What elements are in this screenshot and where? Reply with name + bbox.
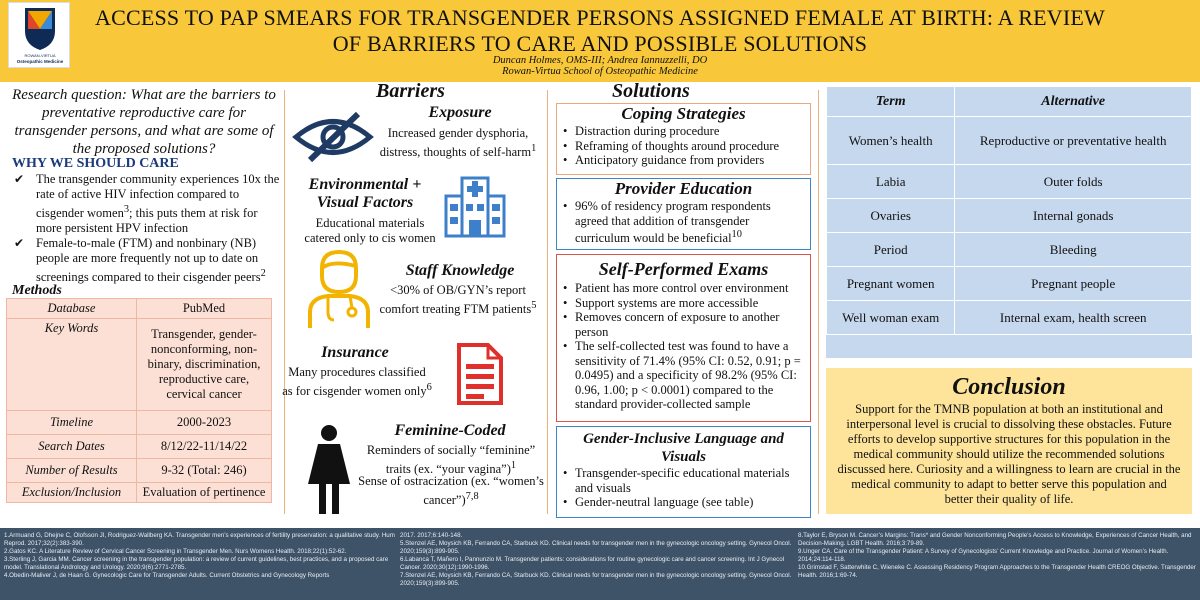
coping-box bbox=[556, 103, 811, 175]
citation: 10 bbox=[731, 229, 742, 240]
school-logo bbox=[8, 2, 70, 68]
column-divider bbox=[818, 90, 819, 514]
why-item-text: Female-to-male (FTM) and nonbinary (NB) people are more frequently not up to date on screenings compared to their cisgender peers bbox=[36, 236, 261, 285]
solutions-heading: Solutions bbox=[612, 80, 690, 102]
language-box bbox=[556, 426, 811, 518]
column-divider bbox=[284, 90, 285, 514]
table-row bbox=[7, 483, 272, 503]
term-cell: Period bbox=[827, 233, 955, 267]
citation: 2 bbox=[260, 268, 266, 280]
term-cell: Pregnant women bbox=[827, 267, 955, 301]
education-title: Provider Education bbox=[614, 179, 753, 198]
list-item: • Patient has more control over environment bbox=[563, 281, 806, 296]
why-heading: WHY WE SHOULD CARE bbox=[12, 156, 179, 171]
staff-title: Staff Knowledge bbox=[405, 262, 515, 279]
self-exam-title: Self-Performed Exams bbox=[598, 259, 769, 279]
table-row bbox=[7, 411, 272, 435]
alternative-header: Alternative bbox=[955, 87, 1192, 117]
feminine-text-1 bbox=[356, 443, 546, 477]
why-item-tail: ; this puts them at risk for more persistent HPV infection bbox=[36, 206, 258, 236]
check-icon: ✔ bbox=[14, 172, 25, 186]
insurance-title: Insurance bbox=[321, 344, 389, 361]
citation: 1 bbox=[510, 460, 517, 471]
citation: 3 bbox=[123, 204, 130, 215]
exposure-title: Exposure bbox=[428, 104, 492, 121]
alternative-cell: Internal gonads bbox=[955, 199, 1192, 233]
citation: 1 bbox=[531, 143, 537, 154]
title-line-2: OF BARRIERS TO CARE AND POSSIBLE SOLUTIONS bbox=[332, 31, 868, 56]
title-line-1: ACCESS TO PAP SMEARS FOR TRANSGENDER PERSONS ASSIGNED FEMALE AT BIRTH: A REVIEW bbox=[95, 5, 1105, 30]
insurance-text bbox=[282, 365, 432, 399]
education-item: 96% of residency program respondents agreed that addition of transgender curriculum would be beneficial bbox=[575, 199, 771, 246]
methods-key: Timeline bbox=[7, 411, 137, 435]
feminine-body-2: Sense of ostracization (ex. “women’s cancer”) bbox=[358, 474, 544, 508]
references-text: 1.Armuand G, Dhejne C, Olofsson JI, Rodriguez-Wallberg KA. Transgender men’s experiences of fertility preservation: a qualitative study. Hum Reprod. 2017;32(2):383-390. 2.Gatos KC. A Literature Review of Cervical Cancer Screening in Transgender Men. Nurs Womens Health. 2018;22(1):52-62. 3.Sterling J, Garcia MM. Cancer screening in the transgender population: a review of current guidelines, best practices, and a proposed care model. Translational Andrology and Urology. 2020;9(6):2771-2785. 4.Obedin-Maliver J, de Haan G. Gynecologic Care for Transgender Adults. Current Obstetrics and Gynecology Reports bbox=[4, 532, 395, 579]
methods-value: Evaluation of pertinence bbox=[137, 483, 272, 503]
eye-slash-icon bbox=[292, 112, 374, 162]
table-row bbox=[827, 117, 1192, 165]
alternative-cell: Reproductive or preventative health bbox=[955, 117, 1192, 165]
citation: 7,8 bbox=[465, 491, 479, 502]
coping-title: Coping Strategies bbox=[621, 104, 746, 123]
methods-key: Search Dates bbox=[7, 435, 137, 459]
citation: 6 bbox=[426, 382, 432, 393]
why-item bbox=[12, 172, 280, 236]
alternative-cell: Bleeding bbox=[955, 233, 1192, 267]
methods-key: Exclusion/Inclusion bbox=[7, 483, 137, 503]
language-list bbox=[557, 466, 810, 510]
table-row bbox=[827, 233, 1192, 267]
alternative-cell: Internal exam, health screen bbox=[955, 301, 1192, 335]
conclusion-text: Support for the TMNB population at both an institutional and interpersonal level is crucial to dissolving these obstacles. Future efforts to develop supportive structures for this population in the medical community should utilize the recommended solutions discussed here. Curiosity and a willingness to learn are crucial in the medical community to adapt to better serve this population and better their quality of life. bbox=[837, 402, 1181, 506]
alternative-cell: Pregnant people bbox=[955, 267, 1192, 301]
poster-title bbox=[80, 5, 1120, 57]
references-column-1 bbox=[4, 532, 396, 580]
table-row bbox=[7, 319, 272, 411]
column-divider bbox=[547, 90, 548, 514]
list-item: • The self-collected test was found to have a sensitivity of 71.4% (95% CI: 0.52, 0.91; p = 0.0495) and a specificity of 98.2% (95% CI: 0.96, 1.00; p < 0.0001) compared to the standard provider-collected sample bbox=[563, 339, 806, 412]
list-item: • Gender-neutral language (see table) bbox=[563, 495, 806, 510]
list-item bbox=[563, 199, 806, 246]
check-icon: ✔ bbox=[14, 236, 25, 251]
exposure-body: Increased gender dysphoria, distress, thoughts of self-harm bbox=[379, 126, 532, 160]
methods-heading: Methods bbox=[12, 283, 62, 298]
environmental-text: Educational materials catered only to cis women bbox=[304, 216, 436, 245]
methods-value: 8/12/22-11/14/22 bbox=[137, 435, 272, 459]
feminine-body-1: Reminders of socially “feminine” traits (ex. “your vagina”) bbox=[366, 443, 536, 477]
barriers-heading: Barriers bbox=[376, 80, 445, 102]
term-cell: Ovaries bbox=[827, 199, 955, 233]
why-list bbox=[12, 172, 280, 285]
self-exam-list bbox=[557, 281, 810, 412]
methods-key: Key Words bbox=[7, 319, 137, 411]
conclusion-box bbox=[826, 368, 1192, 514]
hospital-icon bbox=[444, 168, 506, 238]
environmental-title bbox=[290, 176, 440, 212]
research-question: Research question: What are the barriers to preventative reproductive care for transgender persons, and what are some of the proposed solutions? bbox=[12, 87, 276, 157]
list-item: • Distraction during procedure bbox=[563, 124, 806, 139]
why-item-text: The transgender community experiences 10x the rate of active HIV infection compared to cisgender women bbox=[36, 172, 280, 221]
poster-header bbox=[0, 0, 1200, 82]
table-row bbox=[827, 267, 1192, 301]
methods-value: PubMed bbox=[137, 299, 272, 319]
authors-block bbox=[80, 55, 1120, 77]
exposure-text bbox=[378, 126, 538, 160]
logo-line-1: ROWAN-VIRTUA bbox=[24, 53, 56, 58]
term-cell: Well woman exam bbox=[827, 301, 955, 335]
alternative-cell: Outer folds bbox=[955, 165, 1192, 199]
table-row bbox=[827, 199, 1192, 233]
list-item: • Removes concern of exposure to another person bbox=[563, 310, 806, 339]
references-column-2 bbox=[400, 532, 792, 588]
list-item: • Anticipatory guidance from providers bbox=[563, 153, 806, 168]
education-list bbox=[557, 199, 810, 246]
methods-value: Transgender, gender-nonconforming, non-binary, discrimination, reproductive care, cervical cancer bbox=[137, 319, 272, 411]
term-cell: Labia bbox=[827, 165, 955, 199]
shield-logo-icon bbox=[24, 7, 56, 51]
table-row bbox=[827, 165, 1192, 199]
methods-value: 9-32 (Total: 246) bbox=[137, 459, 272, 483]
authors: Duncan Holmes, OMS-III; Andrea Iannuzzelli, DO bbox=[492, 55, 708, 66]
citation: 5 bbox=[531, 300, 537, 311]
why-item bbox=[12, 236, 280, 285]
feminine-text-2 bbox=[356, 474, 546, 508]
school-name: Rowan-Virtua School of Osteopathic Medicine bbox=[502, 66, 698, 77]
environmental-title-2: Visual Factors bbox=[316, 194, 414, 211]
coping-list bbox=[557, 124, 810, 168]
staff-text bbox=[378, 283, 538, 317]
insurance-body: Many procedures classified as for cisgender women only bbox=[282, 365, 427, 399]
table-row bbox=[7, 459, 272, 483]
methods-key: Number of Results bbox=[7, 459, 137, 483]
terms-table bbox=[826, 86, 1192, 335]
doctor-icon bbox=[308, 250, 370, 330]
document-icon bbox=[456, 342, 504, 406]
woman-icon bbox=[306, 424, 352, 516]
terms-table-box bbox=[826, 86, 1192, 358]
references-text: 8.Taylor E, Bryson M. Cancer’s Margins: Trans* and Gender Nonconforming People’s Access to Knowledge, Experiences of Cancer Health, and Decision-Making. LGBT Health. 2016;3:79-89. 9.Unger CA. Care of the Transgender Patient: A Survey of Gynecologists’ Current Knowledge and Practice. Journal of Women’s Health. 2014;24:114-118. 10.Grimstad F, Satterwhite C, Wieneke C. Assessing Residency Program Approaches to the Transgender Health CREOG Objective. Transgender Health. 2016;1:69-74. bbox=[798, 532, 1196, 579]
references-column-3 bbox=[798, 532, 1196, 580]
references-footer bbox=[0, 528, 1200, 600]
table-row bbox=[827, 301, 1192, 335]
conclusion-heading: Conclusion bbox=[952, 374, 1066, 400]
environmental-title-1: Environmental + bbox=[308, 176, 422, 193]
table-row bbox=[7, 299, 272, 319]
methods-table bbox=[6, 298, 272, 503]
references-text: 2017. 2017;6:140-148. 5.Stenzel AE, Moysich KB, Ferrando CA, Starbuck KD. Clinical needs for transgender men in the gynecologic oncology setting. Gynecol Oncol. 2020;159(3):899-905. 6.Labanca T, Mañero I, Pannunzio M. Transgender patients: considerations for routine gynecologic care and cancer screening. Int J Gynecol Cancer. 2020;30(12):1990-1996. 7.Stenzel AE, Moysich KB, Ferrando CA, Starbuck KD. Clinical needs for transgender men in the gynecologic oncology setting. Gynecol Oncol. 2020;159(3):899-905. bbox=[400, 532, 792, 587]
table-row bbox=[7, 435, 272, 459]
term-cell: Women’s health bbox=[827, 117, 955, 165]
term-header: Term bbox=[827, 87, 955, 117]
methods-key: Database bbox=[7, 299, 137, 319]
staff-body: <30% of OB/GYN’s report comfort treating FTM patients bbox=[379, 283, 532, 317]
logo-line-2: Osteopathic Medicine bbox=[16, 59, 64, 64]
methods-value: 2000-2023 bbox=[137, 411, 272, 435]
feminine-title: Feminine-Coded bbox=[394, 422, 506, 439]
education-box bbox=[556, 178, 811, 250]
table-header-row bbox=[827, 87, 1192, 117]
list-item: • Reframing of thoughts around procedure bbox=[563, 139, 806, 154]
language-title: Gender-Inclusive Language and Visuals bbox=[583, 431, 784, 465]
self-exam-box bbox=[556, 254, 811, 422]
list-item: • Support systems are more accessible bbox=[563, 296, 806, 311]
list-item: • Transgender-specific educational materials and visuals bbox=[563, 466, 806, 495]
